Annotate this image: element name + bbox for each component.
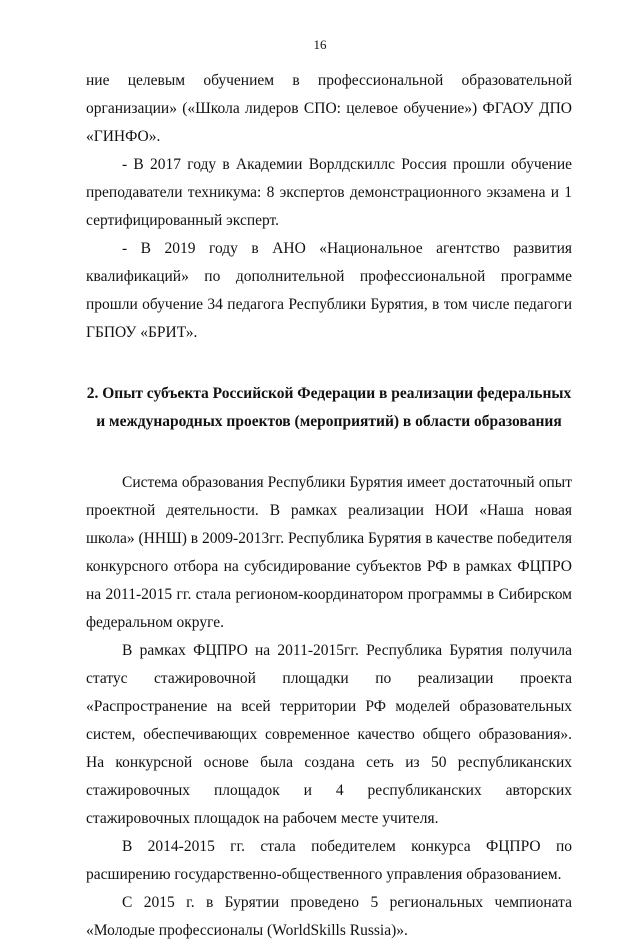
section-heading: 2. Опыт субъекта Российской Федерации в реализации федеральных и международных проектов (мероприятий) в области образования [86, 385, 572, 430]
paragraph-continued: ние целевым обучением в профессиональной образовательной организации» («Школа лидеров СПО: целевое обучение») ФГАОУ ДПО «ГИНФО». [86, 72, 572, 145]
paragraph-fcpro-contest: В 2014-2015 гг. стала победителем конкурса ФЦПРО по расширению государственно-общественного управления образованием. [86, 838, 572, 883]
paragraph-ano-2019: - В 2019 году в АНО «Национальное агентство развития квалификаций» по дополнительной профессиональной программе прошли обучение 34 педагога Республики Бурятия, в том числе педагоги ГБПОУ «БРИТ». [86, 240, 572, 341]
document-body [86, 67, 572, 945]
paragraph-championships: С 2015 г. в Бурятии проведено 5 региональных чемпионата «Молодые профессионалы (WorldSkills Russia)». [86, 894, 572, 939]
page-number: 16 [313, 37, 327, 52]
paragraph-worldskills-2017: - В 2017 году в Академии Ворлдскиллс Россия прошли обучение преподаватели техникума: 8 экспертов демонстрационного экзамена и 1 сертифицированный эксперт. [86, 156, 572, 229]
paragraph-education-system: Система образования Республики Бурятия имеет достаточный опыт проектной деятельности. В рамках реализации НОИ «Наша новая школа» (ННШ) в 2009-2013гг. Республика Бурятия в качестве победителя конкурсного отбора на субсидирование субъектов РФ в рамках ФЦПРО на 2011-2015 гг. стала регионом-координатором программы в Сибирском федеральном округе. [86, 474, 572, 631]
paragraph-fcpro-status: В рамках ФЦПРО на 2011-2015гг. Республика Бурятия получила статус стажировочной площадки по реализации проекта «Распространение на всей территории РФ моделей образовательных систем, обеспечивающих современное качество общего образования». На конкурсной основе была создана сеть из 50 республиканских стажировочных площадок и 4 республиканских авторских стажировочных площадок на рабочем месте учителя. [86, 642, 572, 827]
section-body [86, 469, 572, 945]
